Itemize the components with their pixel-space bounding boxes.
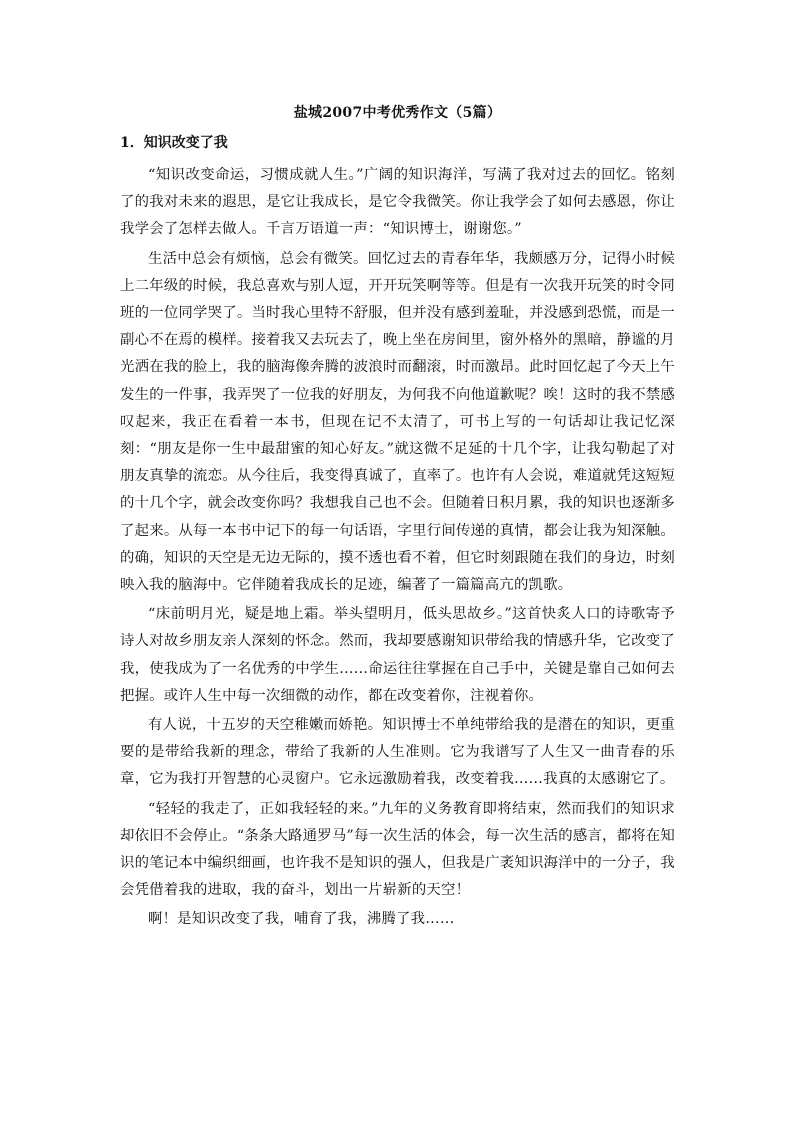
essay-body [120, 162, 675, 936]
paragraph: “轻轻的我走了，正如我轻轻的来。”九年的义务教育即将结束，然而我们的知识求却依旧不会停止。“条条大路通罗马”每一次生活的体会，每一次生活的感言，都将在知识的笔记本中编织细画，也许我不是知识的强人，但我是广袤知识海洋中的一分子，我会凭借着我的进取，我的奋斗，划出一片崭新的天空！ [120, 800, 675, 899]
paragraph: “知识改变命运，习惯成就人生。”广阔的知识海洋，写满了我对过去的回忆。铭刻了的我对未来的遐思，是它让我成长，是它令我微笑。你让我学会了如何去感恩，你让我学会了怎样去做人。千言万语道一声：“知识博士，谢谢您。” [120, 167, 675, 238]
section-heading: 1．知识改变了我 [120, 135, 228, 151]
paragraph: 啊！是知识改变了我，哺育了我，沸腾了我…… [148, 911, 455, 928]
document-title: 盐城2007中考优秀作文（5篇） [293, 105, 502, 121]
paragraph: “床前明月光，疑是地上霜。举头望明月，低头思故乡。”这首快炙人口的诗歌寄予诗人对故乡朋友亲人深刻的怀念。然而，我却要感谢知识带给我的情感升华，它改变了我，使我成为了一名优秀的中学生……命运往往掌握在自己手中，关键是靠自己如何去把握。或许人生中每一次细微的动作，都在改变着你，注视着你。 [120, 606, 675, 704]
paragraph: 有人说，十五岁的天空稚嫩而娇艳。知识博士不单纯带给我的是潜在的知识，更重要的是带给我新的理念，带给了我新的人生准则。它为我谱写了人生又一曲青春的乐章，它为我打开智慧的心灵窗户。它永远激励着我，改变着我……我真的太感谢它了。 [120, 717, 675, 788]
paragraph: 生活中总会有烦恼，总会有微笑。回忆过去的青春年华，我颇感万分，记得小时候上二年级的时候，我总喜欢与别人逗，开开玩笑啊等等。但是有一次我开玩笑的时令同班的一位同学哭了。当时我心里特不舒服，但并没有感到羞耻，并没感到恐慌，而是一副心不在焉的模样。接着我又去玩去了，晚上坐在房间里，窗外格外的黑暗，静谧的月光洒在我的脸上，我的脑海像奔腾的波浪时而翻滚，时而激昂。此时回忆起了今天上午发生的一件事，我弄哭了一位我的好朋友，为何我不向他道歉呢？唉！这时的我不禁感叹起来，我正在看着一本书，但现在记不太清了，可书上写的一句话却让我记忆深刻：“朋友是你一生中最甜蜜的知心好友。”就这微不足延的十几个字，让我勾勒起了对朋友真挚的流恋。从今往后，我变得真诚了，直率了。也许有人会说，难道就凭这短短的十几个字，就会改变你吗？我想我自己也不会。但随着日积月累，我的知识也逐渐多了起来。从每一本书中记下的每一句话语，字里行间传递的真情，都会让我为知深触。的确，知识的天空是无边无际的，摸不透也看不着，但它时刻跟随在我们的身边，时刻映入我的脑海中。它伴随着我成长的足迹，编著了一篇篇高亢的凯歌。 [120, 250, 675, 594]
